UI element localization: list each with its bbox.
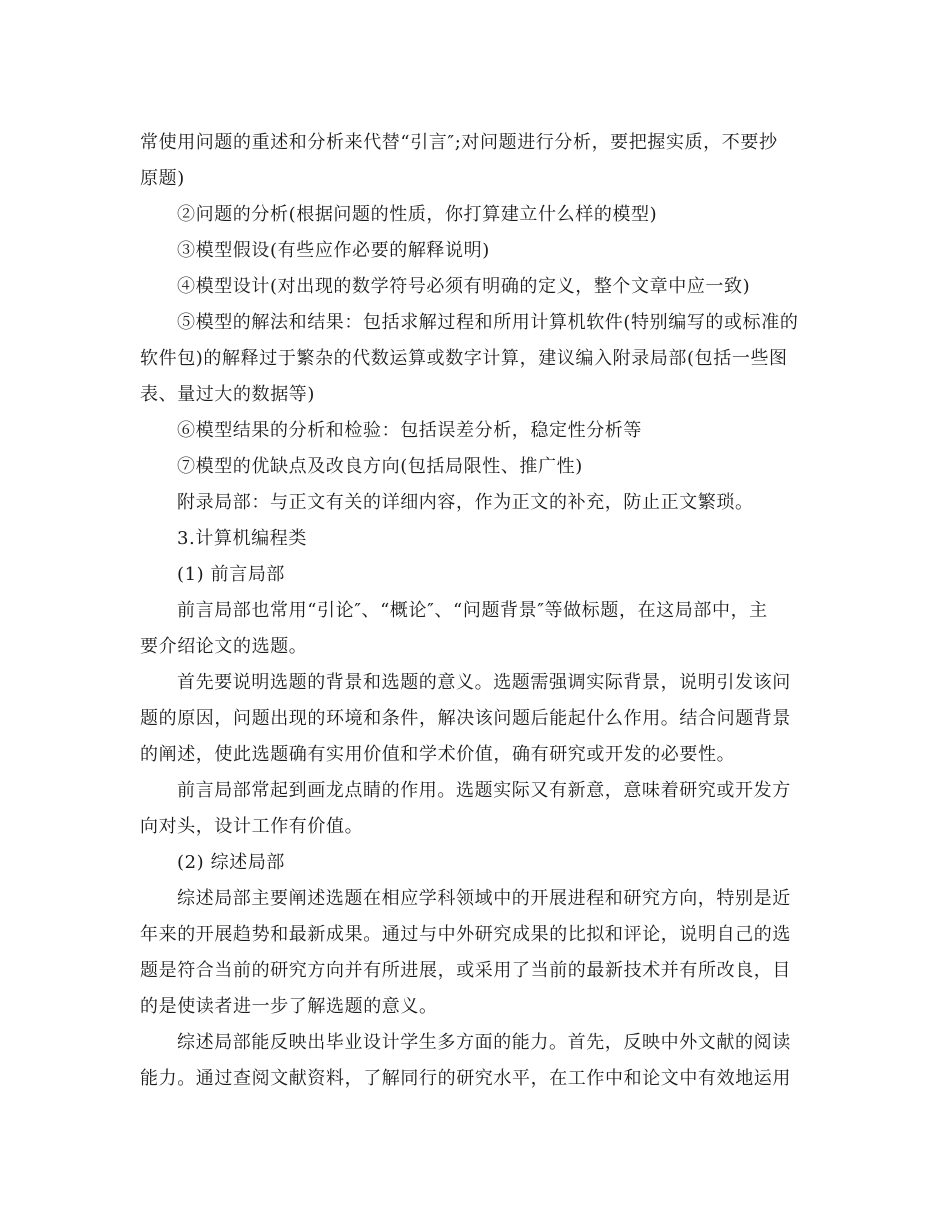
text-line: 综述局部主要阐述选题在相应学科领域中的开展进程和研究方向，特别是近: [177, 888, 791, 909]
text-line: 附录局部：与正文有关的详细内容，作为正文的补充，防止正文繁琐。: [177, 492, 754, 513]
text-line: ③模型假设(有些应作必要的解释说明): [177, 240, 490, 261]
text-line: 常使用问题的重述和分析来代替“引言″;对问题进行分析，要把握实质，不要抄: [140, 132, 778, 153]
text-line: 题的原因，问题出现的环境和条件，解决该问题后能起什么作用。结合问题背景: [140, 708, 791, 729]
text-line: 要介绍论文的选题。: [140, 636, 308, 657]
text-line: ⑥模型结果的分析和检验：包括误差分析，稳定性分析等: [177, 420, 642, 441]
text-line: 向对头，设计工作有价值。: [140, 816, 364, 837]
text-line: 能力。通过查阅文献资料，了解同行的研究水平，在工作中和论文中有效地运用: [140, 1068, 791, 1089]
text-line: 的是使读者进一步了解选题的意义。: [140, 996, 438, 1017]
text-line: 综述局部能反映出毕业设计学生多方面的能力。首先，反映中外文献的阅读: [177, 1032, 791, 1053]
text-line: (2) 综述局部: [177, 852, 286, 873]
text-line: ②问题的分析(根据问题的性质，你打算建立什么样的模型): [177, 204, 658, 225]
text-line: 首先要说明选题的背景和选题的意义。选题需强调实际背景，说明引发该问: [177, 672, 791, 693]
text-line: (1) 前言局部: [177, 564, 286, 585]
text-line: ⑤模型的解法和结果：包括求解过程和所用计算机软件(特别编写的或标准的: [177, 312, 799, 333]
text-line: 年来的开展趋势和最新成果。通过与中外研究成果的比拟和评论，说明自己的选: [140, 924, 791, 945]
text-line: 题是符合当前的研究方向并有所进展，或采用了当前的最新技术并有所改良，目: [140, 960, 791, 981]
text-line: 前言局部也常用“引论″、“概论″、“问题背景″等做标题，在这局部中，主: [177, 600, 768, 621]
document-body: [140, 125, 812, 1097]
text-line: 的阐述，使此选题确有实用价值和学术价值，确有研究或开发的必要性。: [140, 744, 736, 765]
text-line: ④模型设计(对出现的数学符号必须有明确的定义，整个文章中应一致): [177, 276, 751, 297]
text-line: 原题): [140, 168, 185, 189]
text-line: 表、量过大的数据等): [140, 384, 316, 405]
text-line: 3.计算机编程类: [177, 528, 307, 549]
text-line: 前言局部常起到画龙点睛的作用。选题实际又有新意，意味着研究或开发方: [177, 780, 791, 801]
text-line: ⑦模型的优缺点及改良方向(包括局限性、推广性): [177, 456, 583, 477]
text-line: 软件包)的解释过于繁杂的代数运算或数字计算，建议编入附录局部(包括一些图: [140, 348, 788, 369]
